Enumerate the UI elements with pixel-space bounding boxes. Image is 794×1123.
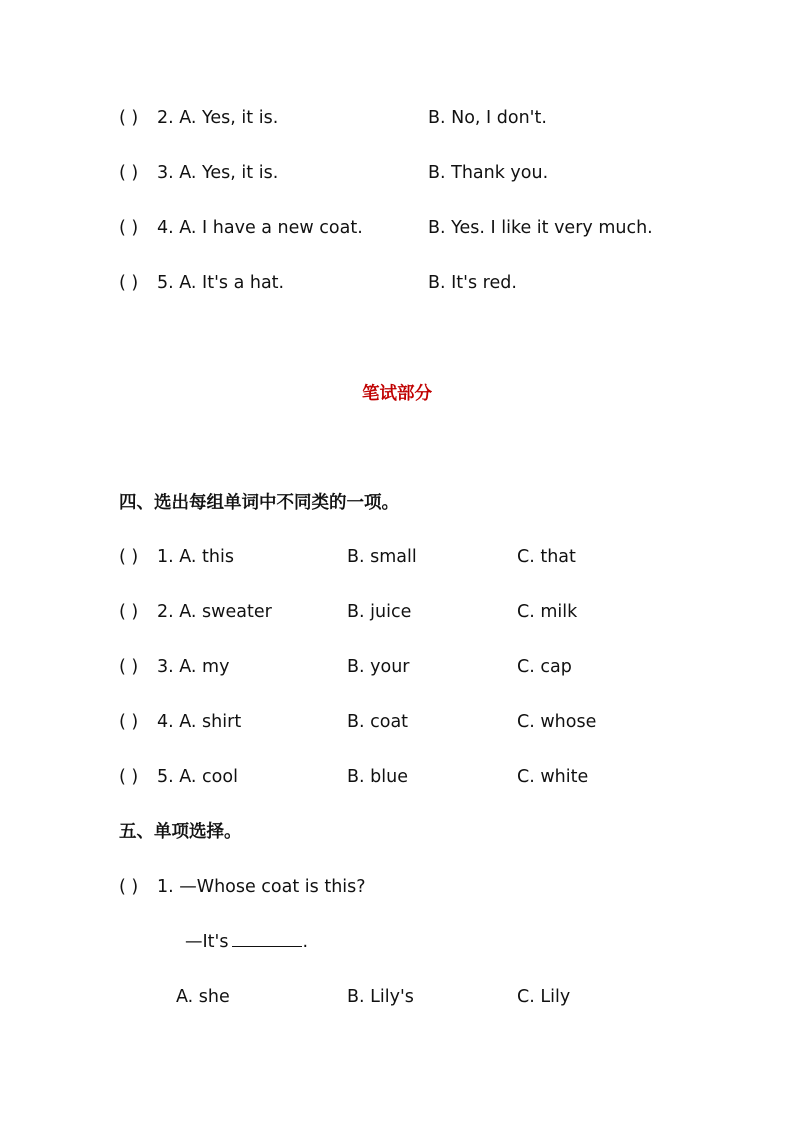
option-c: C. white — [517, 767, 589, 787]
option-a: 4. A. I have a new coat. — [157, 218, 363, 238]
option-c: C. that — [517, 547, 576, 567]
answer-suffix: . — [302, 932, 309, 952]
fill-in-blank[interactable] — [232, 930, 302, 947]
option-a: 1. A. this — [157, 547, 234, 567]
answer-line — [185, 930, 308, 954]
option-b: B. your — [347, 657, 410, 677]
option-b: B. small — [347, 547, 417, 567]
option-a: A. she — [176, 987, 230, 1007]
question-text: 1. —Whose coat is this? — [157, 877, 366, 897]
option-b: B. Thank you. — [428, 163, 549, 183]
option-c: C. cap — [517, 657, 572, 677]
option-a: 4. A. shirt — [157, 712, 242, 732]
answer-bracket[interactable]: ( ) — [119, 163, 139, 183]
listening-item-3 — [0, 161, 794, 185]
answer-prefix: —It's — [185, 932, 229, 952]
option-b: B. juice — [347, 602, 412, 622]
section4-item-4 — [0, 710, 794, 734]
section4-item-3 — [0, 655, 794, 679]
option-b: B. coat — [347, 712, 409, 732]
section5-answer-line — [0, 930, 794, 954]
option-a: 5. A. It's a hat. — [157, 273, 285, 293]
section4-item-1 — [0, 545, 794, 569]
listening-item-2 — [0, 106, 794, 130]
answer-bracket[interactable]: ( ) — [119, 547, 139, 567]
option-a: 3. A. my — [157, 657, 230, 677]
section5-options — [0, 985, 794, 1009]
section4-heading: 四、选出每组单词中不同类的一项。 — [119, 493, 399, 513]
section5-question-1 — [0, 875, 794, 899]
option-c: C. Lily — [517, 987, 571, 1007]
option-a: 2. A. Yes, it is. — [157, 108, 279, 128]
section5-heading: 五、单项选择。 — [119, 822, 242, 842]
option-b: B. Lily's — [347, 987, 414, 1007]
listening-item-5 — [0, 271, 794, 295]
written-section-title: 笔试部分 — [362, 384, 432, 404]
answer-bracket[interactable]: ( ) — [119, 657, 139, 677]
section4-item-5 — [0, 765, 794, 789]
option-a: 2. A. sweater — [157, 602, 272, 622]
answer-bracket[interactable]: ( ) — [119, 273, 139, 293]
answer-bracket[interactable]: ( ) — [119, 218, 139, 238]
answer-bracket[interactable]: ( ) — [119, 767, 139, 787]
option-b: B. No, I don't. — [428, 108, 547, 128]
answer-bracket[interactable]: ( ) — [119, 712, 139, 732]
option-a: 5. A. cool — [157, 767, 238, 787]
listening-item-4 — [0, 216, 794, 240]
answer-bracket[interactable]: ( ) — [119, 108, 139, 128]
option-a: 3. A. Yes, it is. — [157, 163, 279, 183]
section4-item-2 — [0, 600, 794, 624]
option-c: C. whose — [517, 712, 597, 732]
answer-bracket[interactable]: ( ) — [119, 602, 139, 622]
answer-bracket[interactable]: ( ) — [119, 877, 139, 897]
option-b: B. It's red. — [428, 273, 517, 293]
option-b: B. Yes. I like it very much. — [428, 218, 653, 238]
option-c: C. milk — [517, 602, 578, 622]
option-b: B. blue — [347, 767, 408, 787]
